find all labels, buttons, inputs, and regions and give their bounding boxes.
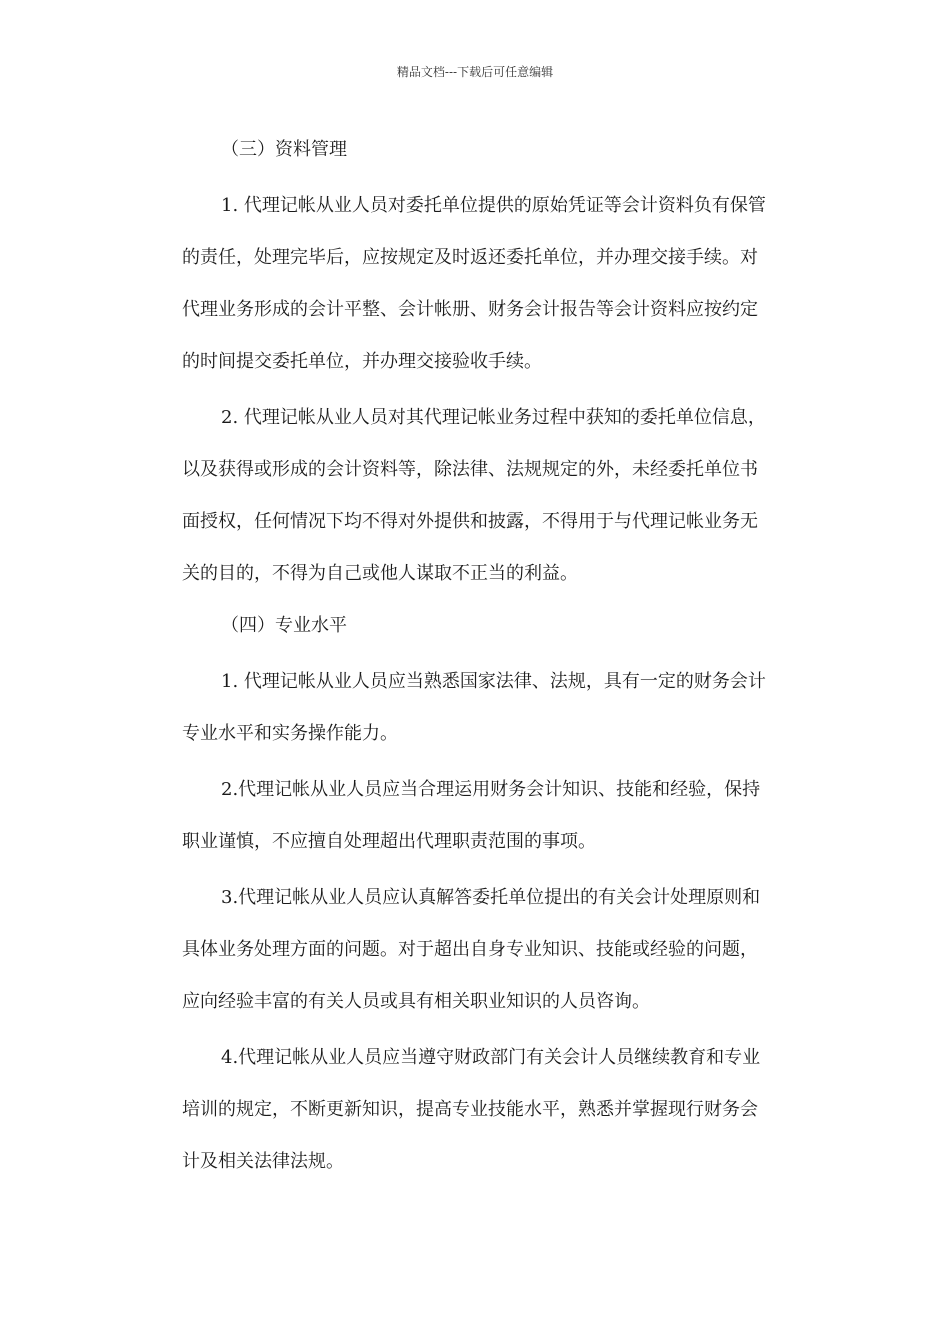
paragraph-4-3	[182, 872, 808, 1028]
page-header: 精品文档---下载后可任意编辑	[396, 65, 554, 79]
text-line: 代理业务形成的会计平整、会计帐册、财务会计报告等会计资料应按约定	[182, 299, 758, 320]
text-line: 4.代理记帐从业人员应当遵守财政部门有关会计人员继续教育和专业	[221, 1047, 761, 1068]
text-line: 专业水平和实务操作能力。	[182, 723, 398, 744]
text-line: 的责任，处理完毕后，应按规定及时返还委托单位，并办理交接手续。对	[182, 247, 758, 268]
text-line: 职业谨慎，不应擅自处理超出代理职责范围的事项。	[182, 831, 596, 852]
paragraph-4-2	[182, 764, 808, 868]
section-heading-3: （三）资料管理	[221, 139, 347, 160]
text-line: 计及相关法律法规。	[182, 1151, 344, 1172]
paragraph-3-2	[182, 392, 808, 600]
text-line: 应向经验丰富的有关人员或具有相关职业知识的人员咨询。	[182, 991, 650, 1012]
text-line: 具体业务处理方面的问题。对于超出自身专业知识、技能或经验的问题，	[182, 939, 758, 960]
text-line: 3.代理记帐从业人员应认真解答委托单位提出的有关会计处理原则和	[221, 887, 761, 908]
document-body	[182, 128, 808, 1192]
text-line: 培训的规定，不断更新知识，提高专业技能水平，熟悉并掌握现行财务会	[182, 1099, 758, 1120]
paragraph-3-1	[182, 180, 808, 388]
section-heading-4: （四）专业水平	[221, 615, 347, 636]
text-line: 1. 代理记帐从业人员对委托单位提供的原始凭证等会计资料负有保管	[221, 195, 766, 216]
text-line: 面授权，任何情况下均不得对外提供和披露，不得用于与代理记帐业务无	[182, 511, 758, 532]
paragraph-4-1	[182, 656, 808, 760]
paragraph-4-4	[182, 1032, 808, 1188]
text-line: 以及获得或形成的会计资料等，除法律、法规规定的外，未经委托单位书	[182, 459, 758, 480]
text-line: 2. 代理记帐从业人员对其代理记帐业务过程中获知的委托单位信息，	[221, 407, 766, 428]
text-line: 的时间提交委托单位，并办理交接验收手续。	[182, 351, 542, 372]
text-line: 关的目的，不得为自己或他人谋取不正当的利益。	[182, 563, 578, 584]
text-line: 2.代理记帐从业人员应当合理运用财务会计知识、技能和经验，保持	[221, 779, 761, 800]
text-line: 1. 代理记帐从业人员应当熟悉国家法律、法规，具有一定的财务会计	[221, 671, 766, 692]
